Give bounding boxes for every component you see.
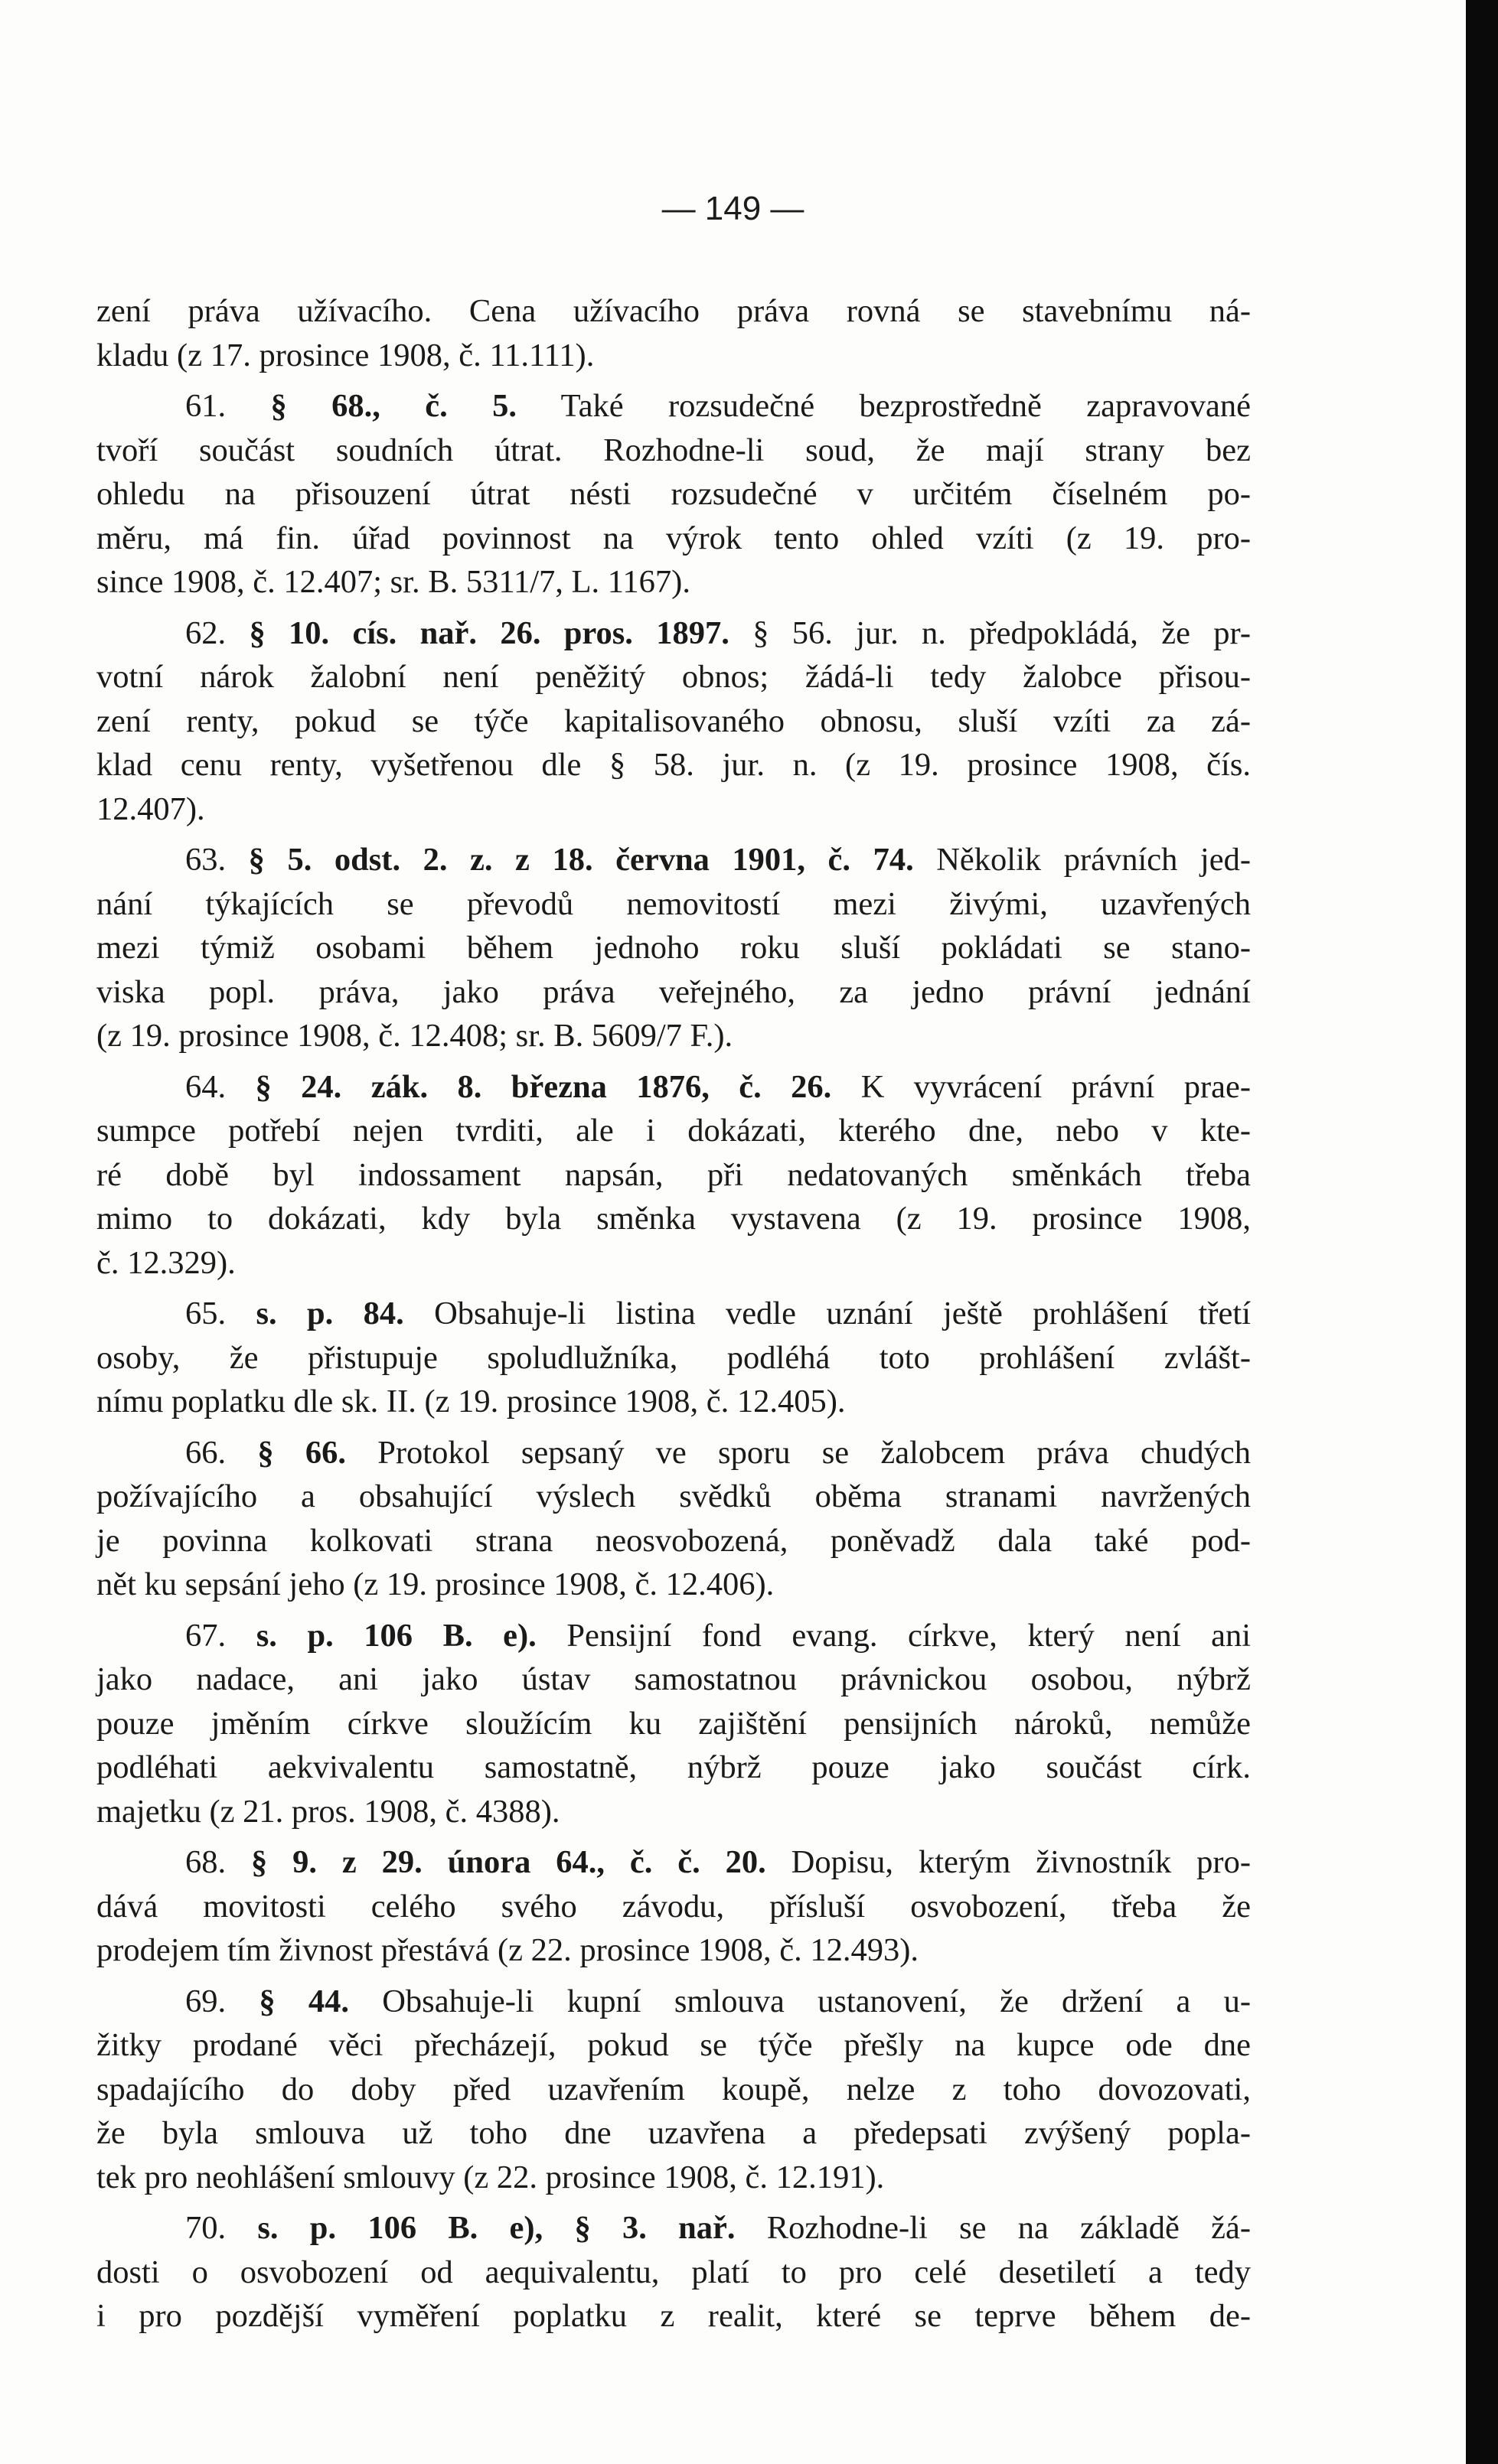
paragraph-first-line [96, 1840, 1251, 1885]
text-segment: mezi týmiž osobami během jednoho roku sluší pokládati se stano- [96, 930, 1251, 966]
text-segment: votní nárok žalobní není peněžitý obnos; žádá-li tedy žalobce přisou- [96, 659, 1251, 695]
text-segment: Rozhodne-li se na základě žá- [735, 2210, 1251, 2246]
legal-citation: § 5. odst. 2. z. z 18. června 1901, č. 74. [248, 842, 914, 878]
text-line [96, 560, 1251, 605]
text-segment: 67. [185, 1617, 256, 1654]
text-line [96, 2023, 1251, 2068]
paragraph-first-line [96, 1292, 1251, 1336]
text-line [96, 1790, 1251, 1834]
paragraph-gap [96, 2199, 1251, 2206]
page-number: — 149 — [661, 190, 804, 227]
legal-citation: § 68., č. 5. [270, 388, 517, 424]
text-segment: viska popl. práva, jako práva veřejného, za jedno právní jednání [96, 973, 1251, 1010]
text-line [96, 1380, 1251, 1424]
text-segment: Pensijní fond evang. církve, který není ani [536, 1617, 1252, 1654]
text-line [96, 2111, 1251, 2156]
paragraph-gap [96, 1424, 1251, 1431]
text-line [96, 1563, 1251, 1607]
text-segment: 65. [185, 1296, 256, 1331]
legal-citation: § 44. [259, 1983, 349, 2019]
text-line [96, 2251, 1251, 2295]
scan-border [1466, 0, 1498, 2464]
text-line [96, 289, 1251, 334]
text-segment: klad cenu renty, vyšetřenou dle § 58. jur. n. (z 19. prosince 1908, čís. [96, 747, 1251, 783]
text-segment: mimo to dokázati, kdy byla směnka vystavena (z 19. prosince 1908, [96, 1201, 1251, 1237]
legal-citation: s. p. 106 B. e), § 3. nař. [257, 2210, 736, 2246]
paragraph-gap [96, 377, 1251, 384]
text-segment: 64. [185, 1068, 256, 1105]
text-segment: zení renty, pokud se týče kapitalisovaného obnosu, sluší vzíti za zá- [96, 702, 1251, 739]
text-segment: zení práva užívacího. Cena užívacího práva rovná se stavebnímu ná- [96, 293, 1251, 329]
paragraph-first-line [96, 1065, 1251, 1110]
text-segment: ohledu na přisouzení útrat nésti rozsudečné v určitém číselném po- [96, 476, 1251, 512]
text-segment: (z 19. prosince 1908, č. 12.408; sr. B. 5609/7 F.). [96, 1018, 733, 1054]
text-segment: podléhati aekvivalentu samostatně, nýbrž pouze jako součást círk. [96, 1749, 1251, 1785]
legal-citation: § 24. zák. 8. března 1876, č. 26. [255, 1068, 832, 1105]
text-line [96, 655, 1251, 699]
text-line [96, 1885, 1251, 1929]
text-segment: 12.407). [96, 790, 205, 827]
text-line [96, 1657, 1251, 1702]
legal-citation: § 10. cís. nař. 26. pros. 1897. [249, 614, 729, 651]
text-line [96, 1745, 1251, 1790]
text-segment: since 1908, č. 12.407; sr. B. 5311/7, L. 1167). [96, 564, 690, 600]
text-segment: Obsahuje-li kupní smlouva ustanovení, že držení a u- [349, 1983, 1251, 2019]
text-line [96, 787, 1251, 832]
text-segment: žitky prodané věci přecházejí, pokud se týče přešly na kupce ode dne [96, 2027, 1251, 2063]
paragraph-gap [96, 605, 1251, 611]
paragraph-first-line [96, 1980, 1251, 2024]
text-segment: 66. [185, 1434, 258, 1471]
text-segment: i pro pozdější vyměření poplatku z realit, které se teprve během de- [96, 2298, 1251, 2334]
paragraph-gap [96, 831, 1251, 838]
text-segment: tek pro neohlášení smlouvy (z 22. prosince 1908, č. 12.191). [96, 2159, 885, 2195]
text-segment: dává movitosti celého svého závodu, přísluší osvobození, třeba že [96, 1888, 1251, 1925]
paragraph-first-line [96, 2206, 1251, 2251]
text-segment: kladu (z 17. prosince 1908, č. 11.111). [96, 337, 595, 373]
text-segment: 63. [185, 842, 249, 878]
legal-citation: § 66. [257, 1434, 346, 1471]
text-line [96, 334, 1251, 378]
text-line [96, 1014, 1251, 1058]
text-segment: nět ku sepsání jeho (z 19. prosince 1908, č. 12.406). [96, 1566, 775, 1602]
text-line [96, 1153, 1251, 1198]
text-line [96, 1475, 1251, 1519]
paragraph-first-line [96, 611, 1251, 656]
text-segment: pouze jměním církve sloužícím ku zajištění pensijních nároků, nemůže [96, 1705, 1251, 1742]
text-segment: Dopisu, kterým živnostník pro- [765, 1844, 1251, 1880]
text-line [96, 2068, 1251, 2112]
text-segment: Obsahuje-li listina vedle uznání ještě prohlášení třetí [403, 1296, 1251, 1331]
text-segment: měru, má fin. úřad povinnost na výrok tento ohled vzíti (z 19. pro- [96, 520, 1251, 556]
text-segment: požívajícího a obsahující výslech svědků oběma stranami navržených [96, 1478, 1251, 1514]
paragraph-first-line [96, 1614, 1251, 1658]
legal-citation: § 9. z 29. února 64., č. č. 20. [251, 1844, 766, 1880]
paragraph-gap [96, 1973, 1251, 1980]
text-segment: že byla smlouva už toho dne uzavřena a předepsati zvýšený popla- [96, 2115, 1251, 2151]
text-segment: dosti o osvobození od aequivalentu, platí to pro celé desetiletí a tedy [96, 2254, 1251, 2290]
text-line [96, 1241, 1251, 1286]
paragraph-first-line [96, 838, 1251, 882]
text-segment: nání týkajících se převodů nemovitostí mezi živými, uzavřených [96, 885, 1251, 922]
text-segment: spadajícího do doby před uzavřením koupě, nelze z toho dovozovati, [96, 2071, 1251, 2107]
text-line [96, 926, 1251, 970]
text-segment: § 56. jur. n. předpokládá, že pr- [729, 614, 1252, 651]
paragraph-gap [96, 1833, 1251, 1840]
paragraph-first-line [96, 1431, 1251, 1475]
text-line [96, 882, 1251, 927]
paragraph-first-line [96, 384, 1251, 429]
text-segment: prodejem tím živnost přestává (z 22. prosince 1908, č. 12.493). [96, 1932, 919, 1968]
text-segment: je povinna kolkovati strana neosvobozená, poněvadž dala také pod- [96, 1522, 1251, 1559]
text-segment: 70. [185, 2210, 258, 2246]
text-line [96, 1928, 1251, 1973]
text-line [96, 472, 1251, 517]
paragraph-gap [96, 1607, 1251, 1614]
paragraph-gap [96, 1285, 1251, 1292]
text-segment: jako nadace, ani jako ústav samostatnou právnickou osobou, nýbrž [96, 1661, 1251, 1697]
text-segment: 62. [185, 614, 250, 651]
text-segment: sumpce potřebí nejen tvrditi, ale i dokázati, kterého dne, nebo v kte- [96, 1113, 1251, 1149]
text-segment: tvoří součást soudních útrat. Rozhodne-li soud, že mají strany bez [96, 432, 1251, 468]
text-line [96, 970, 1251, 1015]
text-segment: osoby, že přistupuje spoludlužníka, podléhá toto prohlášení zvlášt- [96, 1339, 1251, 1376]
text-segment: ré době byl indossament napsán, při nedatovaných směnkách třeba [96, 1156, 1251, 1193]
text-line [96, 429, 1251, 473]
text-line [96, 2294, 1251, 2339]
text-line [96, 699, 1251, 744]
body-text [96, 289, 1251, 2339]
text-segment: Několik právních jed- [913, 842, 1252, 878]
text-segment: 68. [185, 1844, 252, 1880]
text-segment: Protokol sepsaný ve sporu se žalobcem práva chudých [346, 1434, 1252, 1471]
text-segment: nímu poplatku dle sk. II. (z 19. prosince 1908, č. 12.405). [96, 1384, 846, 1419]
text-line [96, 1109, 1251, 1153]
text-line [96, 2156, 1251, 2200]
text-segment: 61. [185, 388, 271, 424]
text-segment: č. 12.329). [96, 1244, 236, 1281]
text-line [96, 1702, 1251, 1746]
text-line [96, 517, 1251, 561]
paragraph-gap [96, 1058, 1251, 1065]
text-segment: 69. [185, 1983, 259, 2019]
text-line [96, 1197, 1251, 1241]
text-segment: K vyvrácení právní prae- [831, 1068, 1252, 1105]
text-segment: majetku (z 21. pros. 1908, č. 4388). [96, 1793, 560, 1830]
legal-citation: s. p. 106 B. e). [256, 1617, 537, 1654]
text-line [96, 1519, 1251, 1563]
text-line [96, 743, 1251, 787]
text-segment: Také rozsudečné bezprostředně zapravované [517, 388, 1251, 424]
text-line [96, 1336, 1251, 1380]
legal-citation: s. p. 84. [256, 1296, 404, 1331]
